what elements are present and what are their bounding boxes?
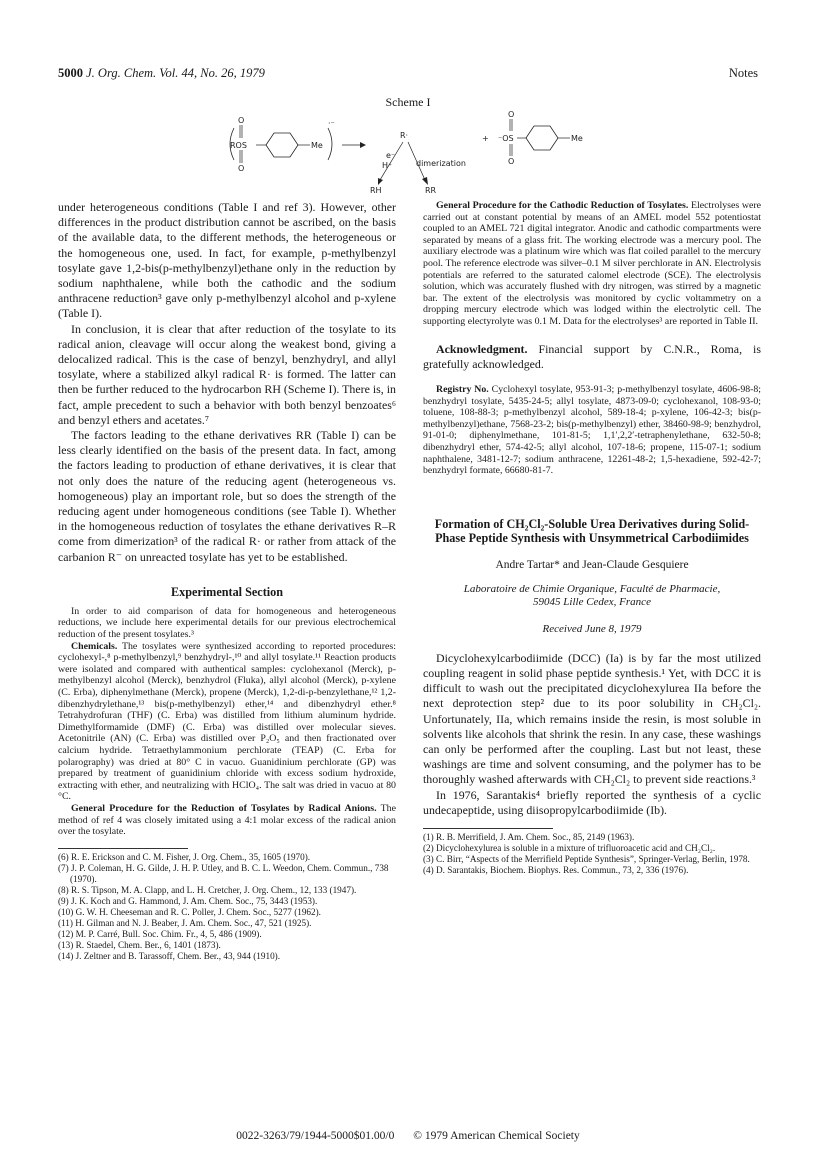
footnote: (14) J. Zeltner and B. Tarassoff, Chem. Ber., 43, 944 (1910). [58, 950, 281, 961]
footnote: (4) D. Sarantakis, Biochem. Biophys. Res. Commun., 73, 2, 336 (1976). [423, 864, 689, 875]
scheme-os: ⁻OS [498, 134, 514, 143]
left-footnotes [58, 852, 396, 962]
ack-label: Acknowledgment. [436, 341, 528, 356]
chemicals-paragraph [58, 641, 396, 803]
scheme-dimerization: dimerization [416, 159, 466, 168]
cathodic-paragraph [423, 200, 761, 328]
right-column [423, 200, 761, 876]
right-para-1: Dicyclohexylcarbodiimide (DCC) (Ia) is by far the most utilized coupling reagent in solid phase peptide synthesis.¹ Yet, with DCC it is difficult to wash out the precipitated dicyclohexylurea IIa before the next deprotection step² due to its poor solubility in CH₂Cl₂. Unfortunately, IIa, which remains inside the resin, is most soluble in solvents like alcohols that shrink the resin. In any case, these washings can only be performed after the coupling. Last but not least, these washings are time and solvent consuming, and the polymer has to be thoroughly washed afterwards with CH₂Cl₂ to prevent side reactions.³ [423, 650, 761, 787]
footnote: (9) J. K. Koch and G. Hammond, J. Am. Chem. Soc., 75, 3443 (1953). [58, 895, 318, 906]
svg-text:·⁻: ·⁻ [328, 119, 335, 128]
scheme-e: e⁻ [386, 151, 396, 160]
arrow-right [360, 142, 366, 148]
scheme-title: Scheme I [385, 95, 431, 109]
received-date: Received June 8, 1979 [542, 622, 642, 635]
footer-code: 0022-3263/79/1944-5000$01.00/0 [236, 1130, 395, 1142]
benzene-ring-right [526, 126, 558, 150]
scheme-o-top: O [238, 116, 245, 125]
cathodic-label: General Procedure for the Cathodic Reduction of Tosylates. [436, 200, 689, 211]
registry-paragraph [423, 384, 761, 477]
right-footnotes [423, 832, 761, 876]
page-footer [0, 1130, 816, 1142]
experimental-heading: Experimental Section [170, 584, 284, 599]
affiliation [423, 583, 761, 609]
scheme-plus: + [482, 134, 489, 143]
footnote: (8) R. S. Tipson, M. A. Clapp, and L. H. Cretcher, J. Org. Chem., 12, 133 (1947). [58, 884, 357, 895]
scheme-rh: RH [370, 186, 382, 195]
cathodic-text: Electrolyses were carried out at constant potential by means of an AMEL model 552 potentiostat coupled to an AMEL 721 digital integrator. Anodic and cathodic compartments were separated by means of a glass frit. The working electrode was a mercury pool. The auxiliary electrode was a platinum wire which was flat coiled parallel to the mercury pool. The reference electrode was silver–0.1 M silver perchlorate in AN. Electrolysis potentials are referred to the saturated calomel electrode (SCE). The electrolysis solution, which was accurately flushed with dry nitrogen, was stirred by a magnetic bar. The extent of the electrolysis was monitored by cyclic voltammetry on a dropping mercury electrode which was lodged within the electrolytic cell. The supporting electyrolyte was 0.1 M. Data for the electrolyses³ are reported in Table II. [423, 200, 762, 327]
footnote: (3) C. Birr, “Aspects of the Merrifield Peptide Synthesis”, Springer-Verlag, Berlin, 1978. [423, 853, 750, 864]
footnote: (1) R. B. Merrifield, J. Am. Chem. Soc., 85, 2149 (1963). [423, 831, 635, 842]
scheme-me-left: Me [311, 141, 323, 150]
right-para-2: In 1976, Sarantakis⁴ briefly reported the synthesis of a cyclic undecapeptide, using diisopropylcarbodiimide (Ib). [423, 787, 761, 817]
left-para-1: under heterogeneous conditions (Table I and ref 3). However, other differences in the product distribution cannot be ascribed, on the basis of the available data, to the different methods, the heterogeneous or the homogeneous one, used. In fact, for example, p-methylbenzyl tosylate gave 1,2-bis(p-methylbenzyl)ethane only in the reduction by sodium naphthalene, while both the cathodic and the sodium anthracene reduction³ gave only p-methylbenzyl alcohol and p-xylene (Table I). [58, 200, 396, 321]
scheme-me-right: Me [571, 134, 583, 143]
footnote: (7) J. P. Coleman, H. G. Gilde, J. H. P. Utley, and B. C. L. Weedon, Chem. Commun., 738 (1970). [58, 862, 389, 884]
ack-text: Financial support by C.N.R., Roma, is gratefully acknowledged. [423, 341, 761, 371]
footnote: (10) G. W. H. Cheeseman and R. C. Poller, J. Chem. Soc., 5277 (1962). [58, 906, 321, 917]
left-column [58, 200, 396, 962]
footnote: (6) R. E. Erickson and C. M. Fisher, J. Org. Chem., 35, 1605 (1970). [58, 851, 311, 862]
article-title: Formation of CH₂Cl₂-Soluble Urea Derivatives during Solid-Phase Peptide Synthesis with Unsymmetrical Carbodiimides [434, 516, 750, 545]
scheme-o-bottom: O [238, 164, 245, 173]
radical-label: General Procedure for the Reduction of Tosylates by Radical Anions. [71, 802, 377, 814]
page-number: 5000 [58, 66, 83, 80]
running-head-left [58, 66, 265, 81]
footnote: (13) R. Staedel, Chem. Ber., 6, 1401 (1873). [58, 939, 221, 950]
scheme-ros: ROS [230, 141, 247, 150]
left-para-2: In conclusion, it is clear that after reduction of the tosylate to its radical anion, cleavage will occur along the weakest bond, giving a delocalized radical. This is the case of benzyl, benzhydryl, and allyl tosylate, where a stabilized alkyl radical R· is formed. The latter can then be further reduced to the hydrocarbon RH (Scheme I). There is, in fact, ample precedent to such a behavior with both benzyl benzoates⁶ and benzyl ethers and acetates.⁷ [58, 321, 396, 427]
footnote: (2) Dicyclohexylurea is soluble in a mixture of trifluoroacetic acid and CH₂Cl₂. [423, 842, 716, 853]
radical-paragraph [58, 803, 396, 838]
footnote-rule-right [423, 828, 553, 829]
chemicals-text: The tosylates were synthesized according to reported procedures: cyclohexyl-,⁸ p-methylbenzyl,⁹ benzhydryl-,¹⁰ and allyl tosylate.¹¹ Reaction products were isolated and compared with authentical samples: cyclohexanol (Merck), p-methylbenzyl alcohol (Merck), benzhydrol (Fluka), allyl alcohol (Merck), p-xylene (C. Erba), diphenylmethane (Merck), propene (Merck), 1,2-di-p-benzylethane,¹² 1,2-dibenzhydrylethane,¹³ bis(p-methylbenzyl) ether,¹⁴ and dibenzhydryl ether.⁸ Tetrahydrofuran (THF) (C. Erba) was distilled from lithium aluminum hydride. Dimethylformamide (DMF) (C. Erba) was distilled over molecular sieves. Acetonitrile (AN) (C. Erba) was distilled over P₂O₅ and then fractionated over calcium hydride. Tetraethylammonium perchlorate (TEAP) (C. Erba for polarography) was dried at 80° C in vacuo. Guanidinium perchlorate (GP) was prepared by treatment of guanidinium chloride with excess sodium hydroxide, extracting with ether, and neutralizing with HClO₄. The salt was dried in vacuo at 80 °C. [58, 640, 396, 803]
section-label: Notes [728, 66, 758, 80]
registry-text: Cyclohexyl tosylate, 953-91-3; p-methylbenzyl tosylate, 4606-98-8; benzhydryl tosylate, 5435-24-5; allyl tosylate, 4873-09-0; cyclohexanol, 108-93-0; toluene, 108-88-3; p-methylbenzyl alcohol, 589-18-4; p-xylene, 106-42-3; bis(p-methylbenzyl)ethane, 7568-23-2; bis(p-methylbenzyl) ether, 38460-98-9; benzhydrol, 91-01-0; diphenylmethane, 101-81-5; 1,1′,2,2′-tetraphenylethane, 632-50-8; dibenzhydryl ether, 574-42-5; allyl alcohol, 107-18-6; propene, 115-07-1; sodium naphthalene, 3481-12-7; sodium anthracene, 12261-48-2; 1,5-hexadiene, 592-42-7; benzhydryl formate, 66680-81-7. [423, 383, 761, 477]
acknowledgment [423, 342, 761, 372]
radical-text: The method of ref 4 was closely imitated using a 4:1 molar excess of the radical anion over the tosylate. [58, 802, 396, 838]
volume-issue: Vol. 44, No. 26, 1979 [159, 66, 265, 80]
footnote: (11) H. Gilman and N. J. Beaber, J. Am. Chem. Soc., 47, 521 (1925). [58, 917, 312, 928]
footnote: (12) M. P. Carré, Bull. Soc. Chim. Fr., 4, 5, 486 (1909). [58, 928, 262, 939]
scheme-r-radical: R· [400, 131, 409, 140]
reaction-scheme [220, 108, 610, 198]
benzene-ring-left [266, 133, 298, 157]
footnote-rule-left [58, 848, 188, 849]
chemicals-label: Chemicals. [71, 640, 118, 652]
affiliation-line-2: 59045 Lille Cedex, France [533, 595, 651, 608]
scheme-h: H⁺ [382, 161, 393, 170]
journal-name: J. Org. Chem. [86, 66, 157, 80]
scheme-rr: RR [425, 186, 437, 195]
exp-intro: In order to aid comparison of data for homogeneous and heterogeneous reductions, we include here experimental details for our previous electrochemical reduction of the present tosylates.³ [58, 605, 396, 641]
affiliation-line-1: Laboratoire de Chimie Organique, Faculté de Pharmacie, [463, 582, 721, 595]
running-head [58, 66, 758, 84]
article-authors: Andre Tartar* and Jean-Claude Gesquiere [495, 558, 689, 571]
scheme-o-right-bottom: O [508, 157, 515, 166]
footer-copyright: © 1979 American Chemical Society [413, 1130, 580, 1142]
registry-label: Registry No. [436, 383, 489, 395]
scheme-o-right-top: O [508, 110, 515, 119]
left-para-3: The factors leading to the ethane derivatives RR (Table I) can be less clearly identified on the basis of the present data. In fact, among the factors leading to production of ethane derivatives, it is clear that not only does the nature of the reducing agent (heterogeneous vs. homogeneous) play an important role, but so does the strength of the reducing agent under homogeneous conditions (see Table I). Whether in the homogeneous reduction of tosylates the ethane derivatives R–R come from dimerization³ of the radical R· or rather from attack of the carbanion R⁻ on unreacted tosylate has yet to be established. [58, 428, 396, 564]
